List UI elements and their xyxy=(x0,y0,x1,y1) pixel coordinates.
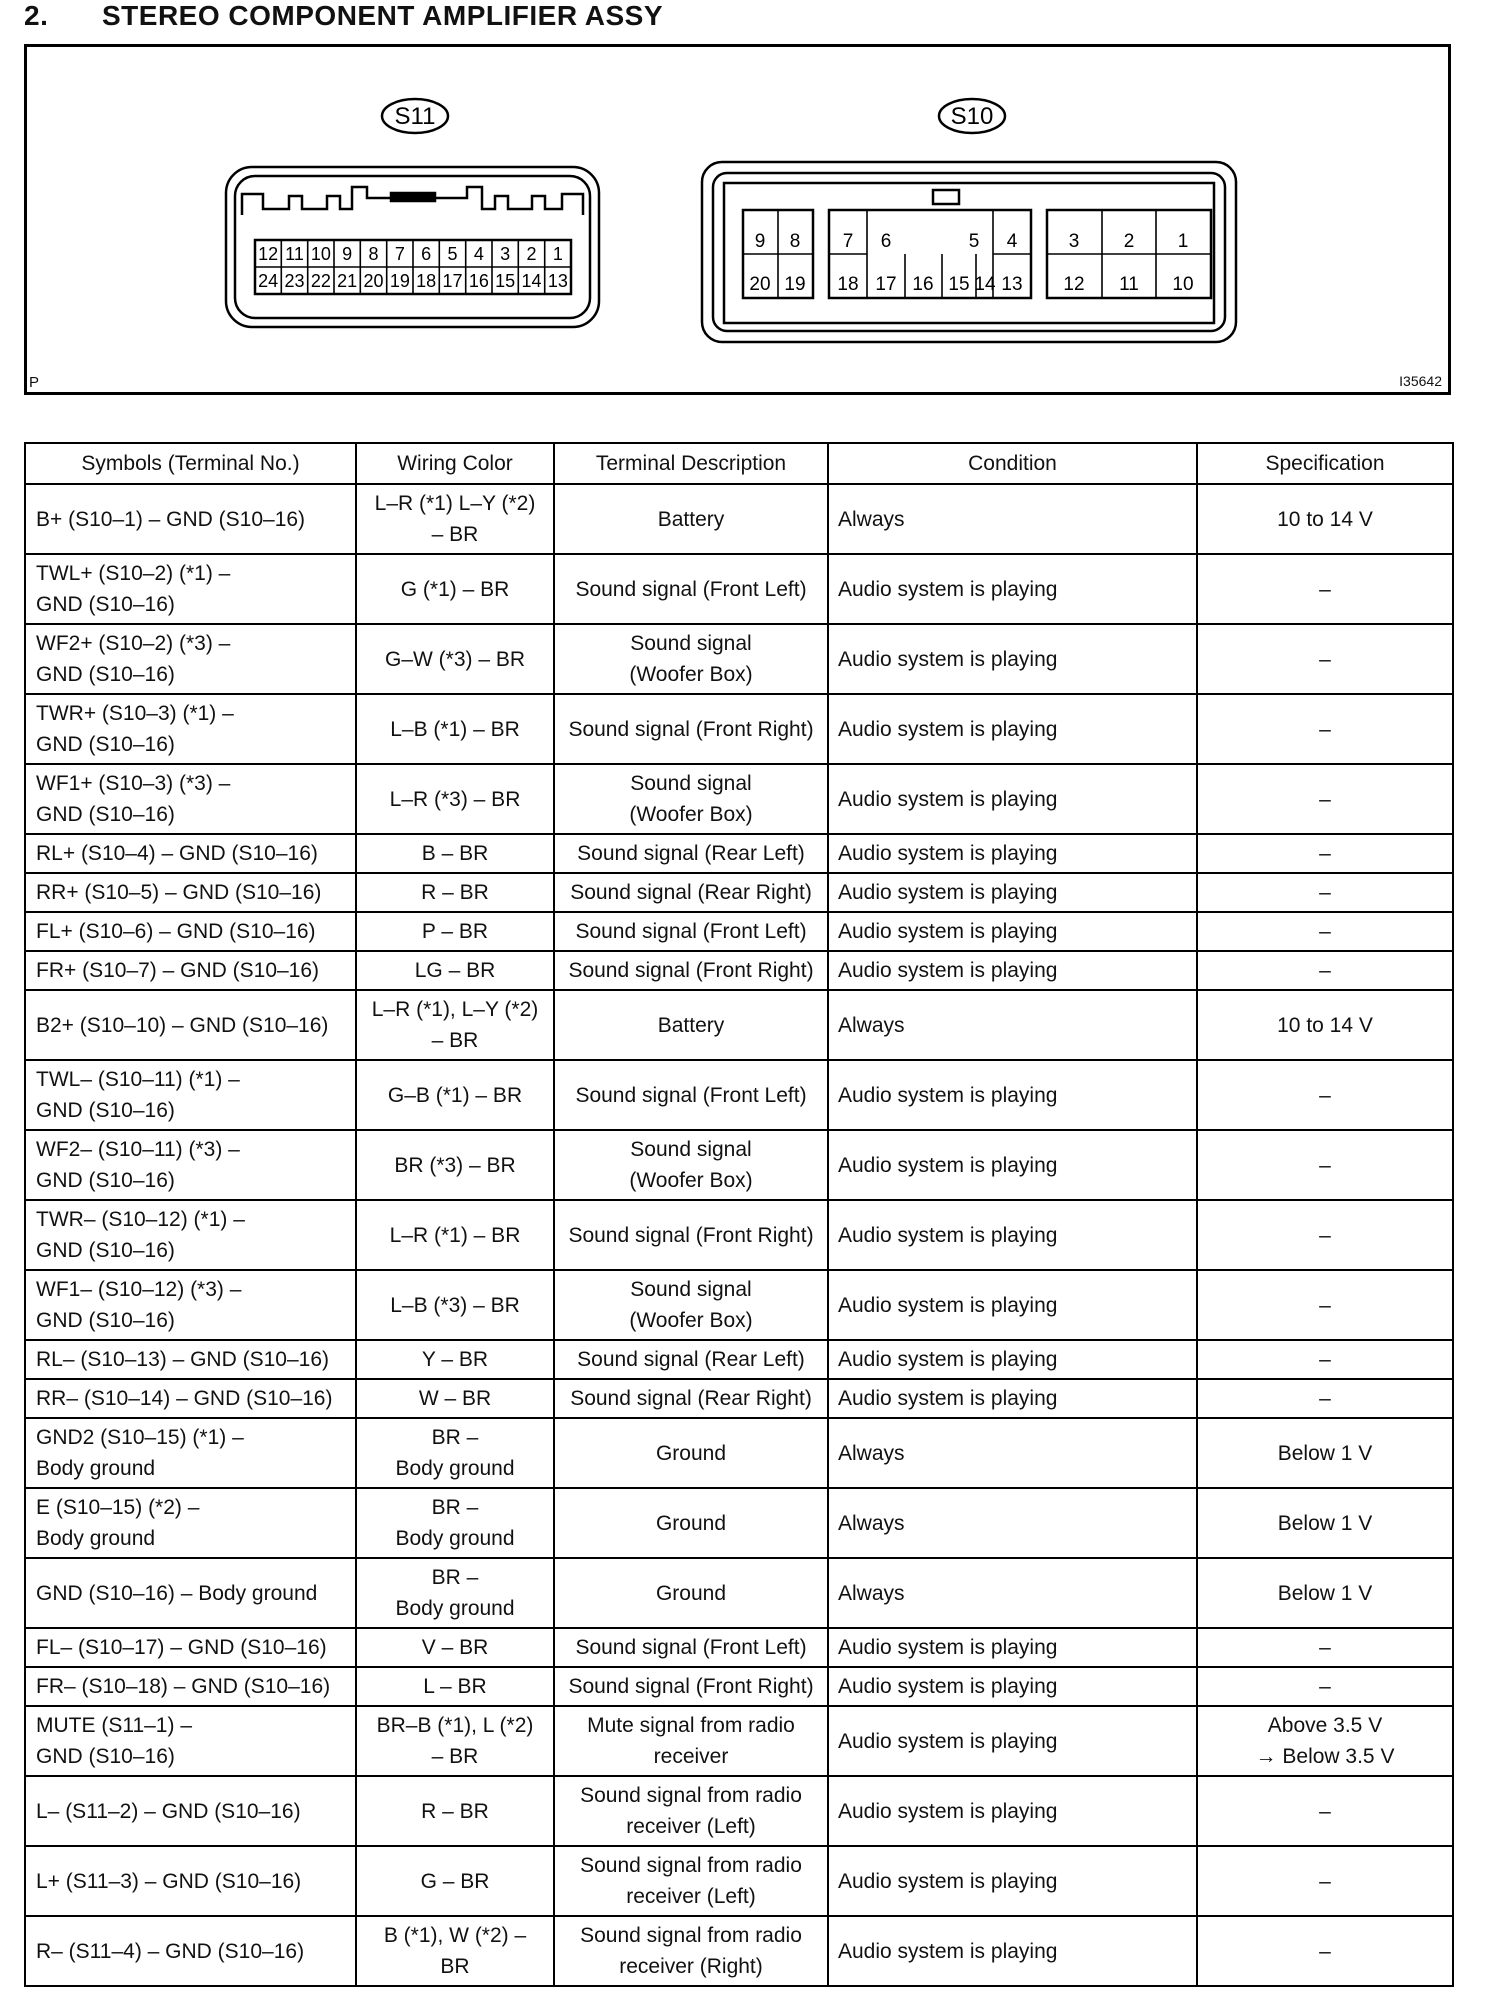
cell-specification: – xyxy=(1197,1846,1453,1916)
cell-condition: Audio system is playing xyxy=(828,1846,1197,1916)
cell-condition: Audio system is playing xyxy=(828,764,1197,834)
table-row xyxy=(25,1667,1453,1706)
cell-symbol: B2+ (S10–10) – GND (S10–16) xyxy=(25,990,356,1060)
cell-description: Sound signal (Front Left) xyxy=(554,1060,828,1130)
cell-symbol: L– (S11–2) – GND (S10–16) xyxy=(25,1776,356,1846)
cell-specification: – xyxy=(1197,1130,1453,1200)
s11-pin-number: 3 xyxy=(500,244,511,264)
s11-pin-number: 22 xyxy=(310,271,331,291)
table-row xyxy=(25,990,1453,1060)
table-row xyxy=(25,1340,1453,1379)
cell-specification: 10 to 14 V xyxy=(1197,484,1453,554)
header-symbols: Symbols (Terminal No.) xyxy=(25,443,356,484)
s10-body-inner xyxy=(713,173,1225,331)
s10-pin-number: 2 xyxy=(1123,231,1135,252)
s11-pin-number: 11 xyxy=(285,244,304,264)
cell-specification: – xyxy=(1197,1200,1453,1270)
section-title: STEREO COMPONENT AMPLIFIER ASSY xyxy=(102,0,664,31)
s10-pin-number: 8 xyxy=(789,231,801,252)
s11-pin-number: 5 xyxy=(447,244,458,264)
table-row xyxy=(25,694,1453,764)
cell-condition: Audio system is playing xyxy=(828,1667,1197,1706)
cell-description: Sound signal (Woofer Box) xyxy=(554,1270,828,1340)
cell-condition: Audio system is playing xyxy=(828,873,1197,912)
table-row xyxy=(25,1379,1453,1418)
s11-pin-number: 9 xyxy=(342,244,353,264)
cell-description: Sound signal (Rear Left) xyxy=(554,834,828,873)
s11-pin-number: 15 xyxy=(495,271,516,291)
cell-description: Sound signal from radio receiver (Right) xyxy=(554,1916,828,1986)
cell-condition: Always xyxy=(828,990,1197,1060)
table-row xyxy=(25,1418,1453,1488)
table-row xyxy=(25,764,1453,834)
s11-pin-number: 2 xyxy=(526,244,537,264)
cell-specification: – xyxy=(1197,554,1453,624)
s11-pin-number: 6 xyxy=(421,244,432,264)
table-row xyxy=(25,1130,1453,1200)
cell-condition: Always xyxy=(828,1488,1197,1558)
cell-wiring-color: P – BR xyxy=(356,912,554,951)
cell-condition: Audio system is playing xyxy=(828,554,1197,624)
cell-description: Sound signal (Rear Right) xyxy=(554,1379,828,1418)
cell-wiring-color: L–R (*1) – BR xyxy=(356,1200,554,1270)
cell-specification: 10 to 14 V xyxy=(1197,990,1453,1060)
s10-pin-number: 4 xyxy=(1006,231,1018,252)
cell-description: Ground xyxy=(554,1558,828,1628)
s10-pin-number: 15 xyxy=(948,274,970,295)
s10-pin-number: 5 xyxy=(968,231,980,252)
s11-pin-number: 13 xyxy=(547,271,568,291)
cell-condition: Audio system is playing xyxy=(828,694,1197,764)
s10-pin-number: 12 xyxy=(1063,274,1085,295)
table-row xyxy=(25,624,1453,694)
cell-wiring-color: BR – Body ground xyxy=(356,1418,554,1488)
cell-wiring-color: G – BR xyxy=(356,1846,554,1916)
s11-center-key xyxy=(391,193,435,201)
cell-specification: Below 1 V xyxy=(1197,1488,1453,1558)
header-terminal-description: Terminal Description xyxy=(554,443,828,484)
cell-specification: – xyxy=(1197,834,1453,873)
cell-specification: – xyxy=(1197,873,1453,912)
s10-pin-number: 11 xyxy=(1119,274,1139,295)
s11-pin-number: 19 xyxy=(389,271,410,291)
cell-description: Mute signal from radio receiver xyxy=(554,1706,828,1776)
cell-description: Sound signal (Woofer Box) xyxy=(554,624,828,694)
s11-pin-number: 20 xyxy=(363,271,384,291)
cell-symbol: FL+ (S10–6) – GND (S10–16) xyxy=(25,912,356,951)
cell-symbol: TWL+ (S10–2) (*1) – GND (S10–16) xyxy=(25,554,356,624)
cell-specification: – xyxy=(1197,624,1453,694)
cell-wiring-color: G–W (*3) – BR xyxy=(356,624,554,694)
table-row xyxy=(25,1706,1453,1776)
table-row xyxy=(25,1558,1453,1628)
cell-symbol: FL– (S10–17) – GND (S10–16) xyxy=(25,1628,356,1667)
cell-symbol: E (S10–15) (*2) – Body ground xyxy=(25,1488,356,1558)
cell-specification: – xyxy=(1197,1340,1453,1379)
cell-symbol: RR+ (S10–5) – GND (S10–16) xyxy=(25,873,356,912)
section-heading xyxy=(24,0,663,32)
cell-condition: Audio system is playing xyxy=(828,1130,1197,1200)
s10-pin-number: 7 xyxy=(842,231,854,252)
table-row xyxy=(25,1060,1453,1130)
s11-pin-number: 14 xyxy=(521,271,542,291)
cell-condition: Always xyxy=(828,1558,1197,1628)
s10-top-key xyxy=(933,190,959,204)
cell-wiring-color: L–B (*1) – BR xyxy=(356,694,554,764)
cell-specification: – xyxy=(1197,912,1453,951)
cell-wiring-color: BR–B (*1), L (*2) – BR xyxy=(356,1706,554,1776)
cell-description: Sound signal (Front Right) xyxy=(554,951,828,990)
cell-wiring-color: L–R (*3) – BR xyxy=(356,764,554,834)
cell-symbol: L+ (S11–3) – GND (S10–16) xyxy=(25,1846,356,1916)
cell-wiring-color: B (*1), W (*2) – BR xyxy=(356,1916,554,1986)
cell-symbol: WF2+ (S10–2) (*3) – GND (S10–16) xyxy=(25,624,356,694)
cell-specification: – xyxy=(1197,1060,1453,1130)
cell-symbol: RL– (S10–13) – GND (S10–16) xyxy=(25,1340,356,1379)
cell-symbol: RL+ (S10–4) – GND (S10–16) xyxy=(25,834,356,873)
cell-description: Sound signal (Rear Left) xyxy=(554,1340,828,1379)
cell-wiring-color: Y – BR xyxy=(356,1340,554,1379)
s11-pin-number: 10 xyxy=(310,244,331,264)
s10-pin-number: 13 xyxy=(1001,274,1023,295)
s10-pin-number: 20 xyxy=(749,274,771,295)
cell-wiring-color: R – BR xyxy=(356,1776,554,1846)
s11-pin-number: 17 xyxy=(442,271,463,291)
cell-condition: Audio system is playing xyxy=(828,951,1197,990)
table-row xyxy=(25,1488,1453,1558)
s10-pin-number: 14 xyxy=(974,274,996,295)
cell-wiring-color: BR (*3) – BR xyxy=(356,1130,554,1200)
table-row xyxy=(25,951,1453,990)
cell-specification: Above 3.5 V → Below 3.5 V xyxy=(1197,1706,1453,1776)
cell-description: Sound signal (Front Right) xyxy=(554,694,828,764)
cell-specification: – xyxy=(1197,1916,1453,1986)
cell-description: Battery xyxy=(554,990,828,1060)
table-row xyxy=(25,834,1453,873)
s10-pin-number: 19 xyxy=(784,274,806,295)
cell-wiring-color: W – BR xyxy=(356,1379,554,1418)
table-row xyxy=(25,1916,1453,1986)
cell-specification: – xyxy=(1197,951,1453,990)
cell-symbol: R– (S11–4) – GND (S10–16) xyxy=(25,1916,356,1986)
cell-condition: Audio system is playing xyxy=(828,912,1197,951)
cell-condition: Always xyxy=(828,1418,1197,1488)
cell-description: Sound signal (Front Right) xyxy=(554,1200,828,1270)
cell-symbol: TWL– (S10–11) (*1) – GND (S10–16) xyxy=(25,1060,356,1130)
cell-condition: Audio system is playing xyxy=(828,1628,1197,1667)
cell-description: Sound signal (Front Right) xyxy=(554,1667,828,1706)
s10-pin-number: 9 xyxy=(754,231,766,252)
cell-condition: Always xyxy=(828,484,1197,554)
table-row xyxy=(25,1776,1453,1846)
header-specification: Specification xyxy=(1197,443,1453,484)
connector-diagram xyxy=(27,47,1448,392)
s11-connector-label: S11 xyxy=(394,103,436,130)
s10-pin-number: 1 xyxy=(1177,231,1189,252)
s10-pin-number: 18 xyxy=(837,274,859,295)
cell-wiring-color: L–R (*1) L–Y (*2) – BR xyxy=(356,484,554,554)
table-row xyxy=(25,912,1453,951)
cell-description: Sound signal from radio receiver (Left) xyxy=(554,1846,828,1916)
cell-description: Sound signal (Rear Right) xyxy=(554,873,828,912)
cell-description: Ground xyxy=(554,1488,828,1558)
cell-wiring-color: G (*1) – BR xyxy=(356,554,554,624)
table-row xyxy=(25,873,1453,912)
cell-wiring-color: LG – BR xyxy=(356,951,554,990)
cell-specification: Below 1 V xyxy=(1197,1418,1453,1488)
figure-id: I35642 xyxy=(1399,373,1442,389)
terminal-spec-table xyxy=(24,442,1454,1987)
s10-connector-label: S10 xyxy=(950,103,994,130)
s11-pin-number: 7 xyxy=(394,244,405,264)
cell-wiring-color: L – BR xyxy=(356,1667,554,1706)
s11-pin-number: 23 xyxy=(284,271,305,291)
cell-wiring-color: BR – Body ground xyxy=(356,1558,554,1628)
cell-wiring-color: L–R (*1), L–Y (*2) – BR xyxy=(356,990,554,1060)
header-wiring-color: Wiring Color xyxy=(356,443,554,484)
cell-symbol: FR– (S10–18) – GND (S10–16) xyxy=(25,1667,356,1706)
cell-specification: – xyxy=(1197,764,1453,834)
cell-wiring-color: BR – Body ground xyxy=(356,1488,554,1558)
s10-pin-number: 10 xyxy=(1172,274,1194,295)
s11-pin-number: 1 xyxy=(552,244,563,264)
table-row xyxy=(25,1200,1453,1270)
connector-figure xyxy=(24,44,1451,395)
cell-specification: – xyxy=(1197,1270,1453,1340)
cell-condition: Audio system is playing xyxy=(828,624,1197,694)
cell-condition: Audio system is playing xyxy=(828,1270,1197,1340)
cell-wiring-color: G–B (*1) – BR xyxy=(356,1060,554,1130)
cell-description: Ground xyxy=(554,1418,828,1488)
cell-condition: Audio system is playing xyxy=(828,1200,1197,1270)
s10-pin-number: 6 xyxy=(880,231,892,252)
cell-condition: Audio system is playing xyxy=(828,1776,1197,1846)
table-row xyxy=(25,1270,1453,1340)
cell-description: Sound signal (Woofer Box) xyxy=(554,1130,828,1200)
table-row xyxy=(25,484,1453,554)
cell-wiring-color: V – BR xyxy=(356,1628,554,1667)
cell-symbol: B+ (S10–1) – GND (S10–16) xyxy=(25,484,356,554)
cell-symbol: TWR– (S10–12) (*1) – GND (S10–16) xyxy=(25,1200,356,1270)
cell-symbol: TWR+ (S10–3) (*1) – GND (S10–16) xyxy=(25,694,356,764)
table-row xyxy=(25,1846,1453,1916)
s10-cavity xyxy=(724,183,1214,323)
cell-condition: Audio system is playing xyxy=(828,834,1197,873)
s10-pin-number: 17 xyxy=(875,274,897,295)
s11-pin-number: 16 xyxy=(468,271,489,291)
s11-pin-number: 12 xyxy=(258,244,279,264)
figure-corner-label: P xyxy=(29,374,40,391)
cell-specification: Below 1 V xyxy=(1197,1558,1453,1628)
s11-pin-number: 21 xyxy=(337,271,358,291)
cell-description: Battery xyxy=(554,484,828,554)
header-condition: Condition xyxy=(828,443,1197,484)
cell-symbol: MUTE (S11–1) – GND (S10–16) xyxy=(25,1706,356,1776)
cell-symbol: WF1+ (S10–3) (*3) – GND (S10–16) xyxy=(25,764,356,834)
table-row xyxy=(25,1628,1453,1667)
cell-description: Sound signal (Front Left) xyxy=(554,912,828,951)
s10-pin-number: 16 xyxy=(912,274,934,295)
s10-pin-number: 3 xyxy=(1068,231,1080,252)
cell-wiring-color: B – BR xyxy=(356,834,554,873)
cell-symbol: FR+ (S10–7) – GND (S10–16) xyxy=(25,951,356,990)
s11-pin-number: 4 xyxy=(473,244,484,264)
cell-condition: Audio system is playing xyxy=(828,1060,1197,1130)
cell-symbol: WF1– (S10–12) (*3) – GND (S10–16) xyxy=(25,1270,356,1340)
s11-pin-number: 18 xyxy=(416,271,437,291)
cell-condition: Audio system is playing xyxy=(828,1379,1197,1418)
cell-specification: – xyxy=(1197,1776,1453,1846)
cell-description: Sound signal from radio receiver (Left) xyxy=(554,1776,828,1846)
cell-symbol: WF2– (S10–11) (*3) – GND (S10–16) xyxy=(25,1130,356,1200)
cell-description: Sound signal (Front Left) xyxy=(554,554,828,624)
table-header-row xyxy=(25,443,1453,484)
cell-symbol: GND2 (S10–15) (*1) – Body ground xyxy=(25,1418,356,1488)
cell-specification: – xyxy=(1197,1628,1453,1667)
s11-pin-number: 24 xyxy=(258,271,279,291)
cell-wiring-color: L–B (*3) – BR xyxy=(356,1270,554,1340)
cell-specification: – xyxy=(1197,694,1453,764)
cell-specification: – xyxy=(1197,1379,1453,1418)
cell-wiring-color: R – BR xyxy=(356,873,554,912)
cell-description: Sound signal (Woofer Box) xyxy=(554,764,828,834)
table-row xyxy=(25,554,1453,624)
cell-condition: Audio system is playing xyxy=(828,1916,1197,1986)
cell-symbol: GND (S10–16) – Body ground xyxy=(25,1558,356,1628)
cell-description: Sound signal (Front Left) xyxy=(554,1628,828,1667)
section-number: 2. xyxy=(24,0,49,31)
s11-pin-number: 8 xyxy=(368,244,379,264)
cell-specification: – xyxy=(1197,1667,1453,1706)
cell-condition: Audio system is playing xyxy=(828,1706,1197,1776)
cell-symbol: RR– (S10–14) – GND (S10–16) xyxy=(25,1379,356,1418)
cell-condition: Audio system is playing xyxy=(828,1340,1197,1379)
